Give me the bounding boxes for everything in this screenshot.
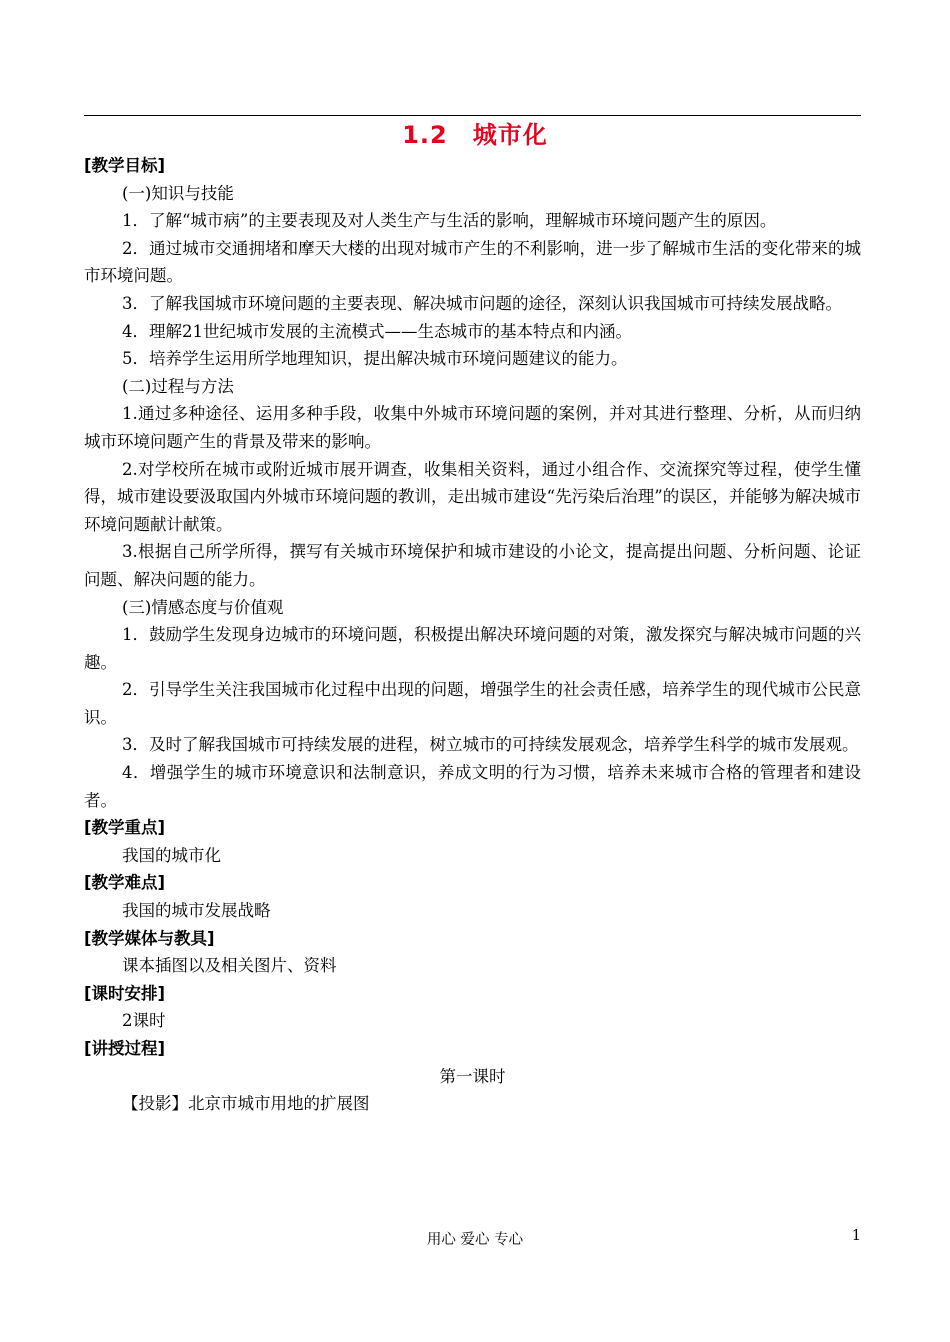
goal-item: 5．培养学生运用所学地理知识，提出解决城市环境问题建议的能力。 — [122, 349, 628, 369]
goal-item: 4．理解21世纪城市发展的主流模式——生态城市的基本特点和内涵。 — [122, 321, 632, 341]
goal-item: 1．鼓励学生发现身边城市的环境问题，积极提出解决环境问题的对策，激发探究与解决城市问题的兴趣。 — [84, 625, 861, 672]
heading-teaching-goals: [教学目标] — [84, 156, 166, 175]
goal-item: 2．引导学生关注我国城市化过程中出现的问题，增强学生的社会责任感，培养学生的现代城市公民意识。 — [84, 680, 861, 727]
subheading-process-methods: (二)过程与方法 — [122, 376, 234, 396]
difficulty-text: 我国的城市发展战略 — [122, 901, 271, 921]
media-text: 课本插图以及相关图片、资料 — [122, 956, 337, 976]
goal-item: 3.根据自己所学所得，撰写有关城市环境保护和城市建设的小论文，提高提出问题、分析问题、论证问题、解决问题的能力。 — [84, 542, 861, 589]
goal-item: 3．及时了解我国城市可持续发展的进程，树立城市的可持续发展观念，培养学生科学的城市发展观。 — [122, 735, 859, 755]
goal-item: 4．增强学生的城市环境意识和法制意识，养成文明的行为习惯，培养未来城市合格的管理者和建设者。 — [84, 763, 861, 810]
lesson-label: 第一课时 — [439, 1066, 506, 1086]
goal-item: 3．了解我国城市环境问题的主要表现、解决城市问题的途径，深刻认识我国城市可持续发展战略。 — [122, 293, 842, 313]
heading-key-point: [教学重点] — [84, 818, 166, 838]
projection-text: 【投影】北京市城市用地的扩展图 — [122, 1094, 370, 1114]
page-number: 1 — [851, 1228, 861, 1244]
schedule-text: 2课时 — [122, 1011, 166, 1031]
subheading-attitudes-values: (三)情感态度与价值观 — [122, 597, 284, 617]
goal-item: 1．了解“城市病”的主要表现及对人类生产与生活的影响，理解城市环境问题产生的原因。 — [122, 211, 777, 231]
heading-difficulty: [教学难点] — [84, 873, 166, 893]
header-rule — [84, 115, 861, 116]
subheading-knowledge-skills: (一)知识与技能 — [122, 183, 234, 203]
key-point-text: 我国的城市化 — [122, 845, 221, 865]
goal-item: 1.通过多种途径、运用多种手段，收集中外城市环境问题的案例，并对其进行整理、分析，从而归纳城市环境问题产生的背景及带来的影响。 — [84, 404, 861, 451]
heading-schedule: [课时安排] — [84, 983, 166, 1003]
document-body — [84, 152, 861, 1118]
heading-process: [讲授过程] — [84, 1039, 166, 1058]
goal-item: 2.对学校所在城市或附近城市展开调查，收集相关资料，通过小组合作、交流探究等过程，使学生懂得，城市建设要汲取国内外城市环境问题的教训，走出城市建设“先污染后治理”的误区，并能够为解决城市环境问题献计献策。 — [84, 459, 861, 534]
heading-media: [教学媒体与教具] — [84, 928, 215, 948]
footer-text: 用心 爱心 专心 — [426, 1232, 524, 1248]
goal-item: 2．通过城市交通拥堵和摩天大楼的出现对城市产生的不利影响，进一步了解城市生活的变化带来的城市环境问题。 — [84, 238, 861, 286]
document-title: 1.2 城市化 — [402, 121, 548, 149]
